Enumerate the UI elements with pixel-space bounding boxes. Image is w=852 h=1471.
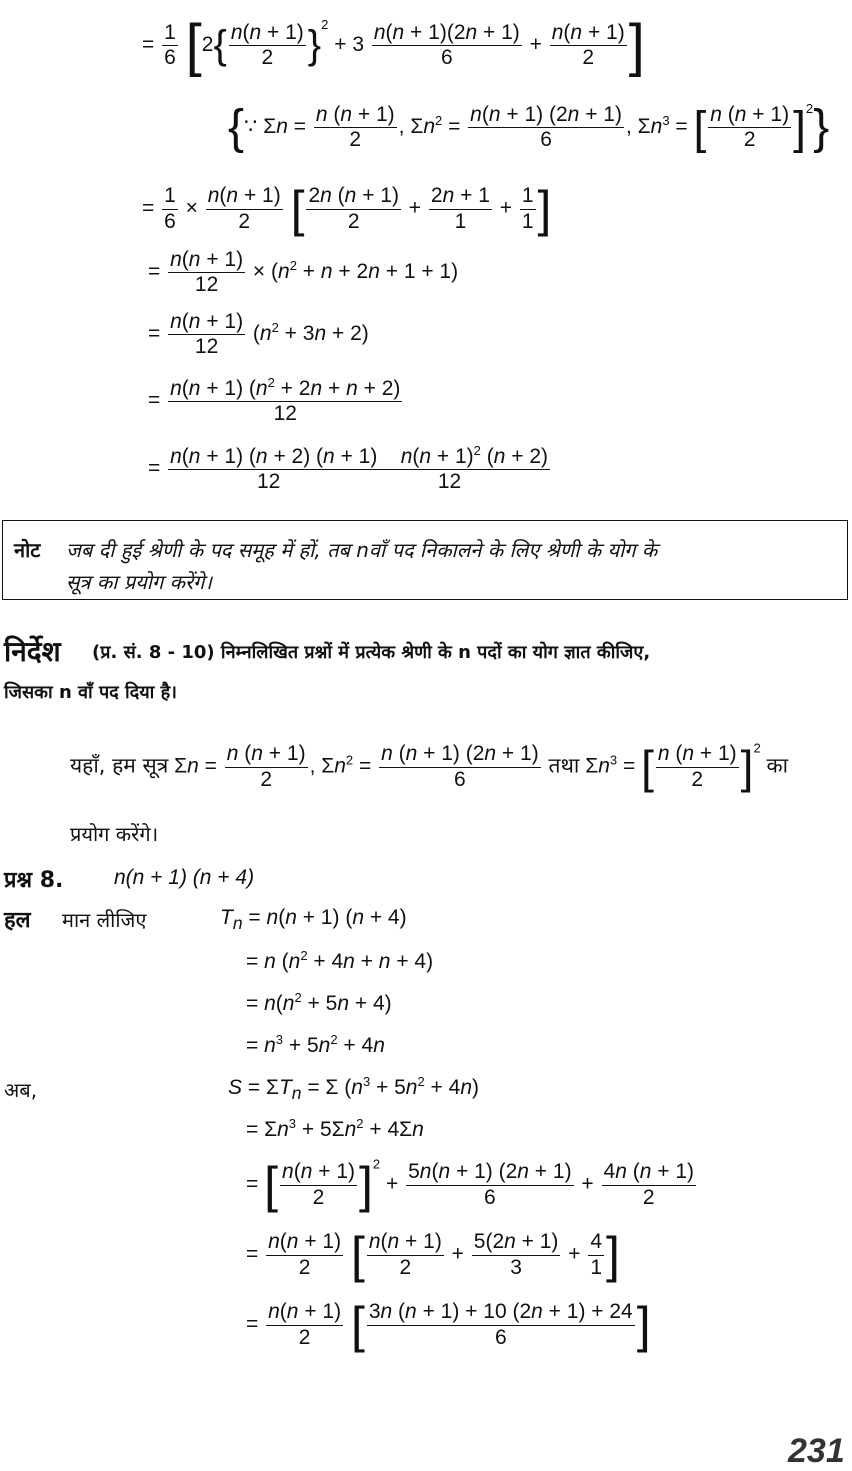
direction-label: निर्देश: [4, 635, 61, 668]
formula-intro-line-2: प्रयोग करेंगे।: [70, 822, 159, 846]
note-label: नोट: [14, 538, 41, 562]
note-text-line-2: सूत्र का प्रयोग करेंगे।: [66, 570, 212, 594]
equation-line-4: = $\frac{n(n + 1)}{12}$ × $(n^2 + n + 2n + 1 + 1)$: [148, 248, 459, 297]
solution-intro: मान लीजिए: [62, 908, 147, 932]
solution-step-2: = n $(n^2 + 4n + n + 4)$: [246, 948, 434, 973]
solution-step-1: $T_n = n(n + 1) (n + 4)$: [220, 906, 407, 934]
solution-step-8: = $\frac{n(n + 1)}{2}$ [ $\frac{n(n + 1)}{2}$ + $\frac{5(2n + 1)}{3}$ + $\frac{4}{1}$ ]: [246, 1227, 620, 1283]
direction-text-line-1: (प्र. सं. 8 - 10) निम्नलिखित प्रश्नों में प्रत्येक श्रेणी के n पदों का योग ज्ञात कीजिए,: [92, 642, 651, 663]
equation-line-1: = $\frac{1}{6}$ [2{ $\frac{n(n + 1)}{2}$ }$^2$ + 3 $\frac{n(n + 1)(2n + 1)}{6}$ + $\frac{n(n + 1)}{2}$ ]: [142, 13, 645, 78]
direction-text-line-2: जिसका n वाँ पद दिया है।: [4, 682, 177, 703]
question-label: प्रश्न 8.: [4, 868, 64, 893]
formula-intro-prefix: यहाँ, हम सूत्र: [70, 753, 169, 778]
formula-intro-suffix: का: [766, 753, 789, 778]
page-number: 231: [788, 1432, 845, 1470]
solution-step-6: = $\Sigma n^3 + 5\Sigma n^2 + 4\Sigma n$: [246, 1116, 424, 1141]
formula-intro-mid: तथा: [548, 753, 580, 778]
solution-step-7: = [ $\frac{n(n + 1)}{2}$ ]$^2$ + $\frac{5n(n + 1) (2n + 1)}{6}$ + $\frac{4n (n + 1)}{2}$: [246, 1156, 694, 1213]
solution-step-5: $S = \Sigma T_n = \Sigma$ $(n^3 + 5n^2 + 4n)$: [228, 1074, 480, 1104]
solution-label: हल: [4, 908, 31, 933]
question-expression: n(n + 1) (n + 4): [114, 866, 255, 889]
equation-line-5: = $\frac{n(n + 1)}{12}$ $(n^2 + 3n + 2)$: [148, 310, 369, 359]
equation-line-7: = $\frac{n(n + 1) (n + 2) (n + 1) n(n + 1)^2 (n + 2)}{12 12}$: [148, 443, 549, 494]
solution-step-3: = $n(n^2 + 5n + 4)$: [246, 990, 392, 1015]
note-text-line-1: जब दी हुई श्रेणी के पद समूह में हों, तब nवाँ पद निकालने के लिए श्रेणी के योग के: [66, 538, 658, 562]
formula-intro: यहाँ, हम सूत्र Σn = $\frac{n (n + 1)}{2}$ , $\Sigma n^2$ = $\frac{n (n + 1) (2n + 1)}{6}$ तथा $\Sigma n^3$ = [ $\frac{n (n + 1)}{2}$ ]$^2$ का: [70, 740, 789, 793]
equation-line-3: = $\frac{1}{6}$ × $\frac{n(n + 1)}{2}$ [ $\frac{2n (n + 1)}{2}$ + $\frac{2n + 1}{1}$ + $\frac{1}{1}$ ]: [142, 181, 552, 237]
solution-step-4: = $n^3 + 5n^2 + 4n$: [246, 1032, 385, 1057]
equation-line-6: = $\frac{n(n + 1) (n^2 + 2n + n + 2)}{12}$: [148, 375, 401, 426]
solution-now-label: अब,: [4, 1078, 38, 1102]
equation-hint: {∵ Σn = $\frac{n (n + 1)}{2}$ , $\Sigma n^2$ = $\frac{n(n + 1) (2n + 1)}{6}$ , $\Sigma n^3$ = [ $\frac{n (n + 1)}{2}$ ]$^2$}: [228, 101, 830, 154]
solution-step-9: = $\frac{n(n + 1)}{2}$ [ $\frac{3n (n + 1) + 10 (2n + 1) + 24}{6}$ ]: [246, 1297, 651, 1353]
